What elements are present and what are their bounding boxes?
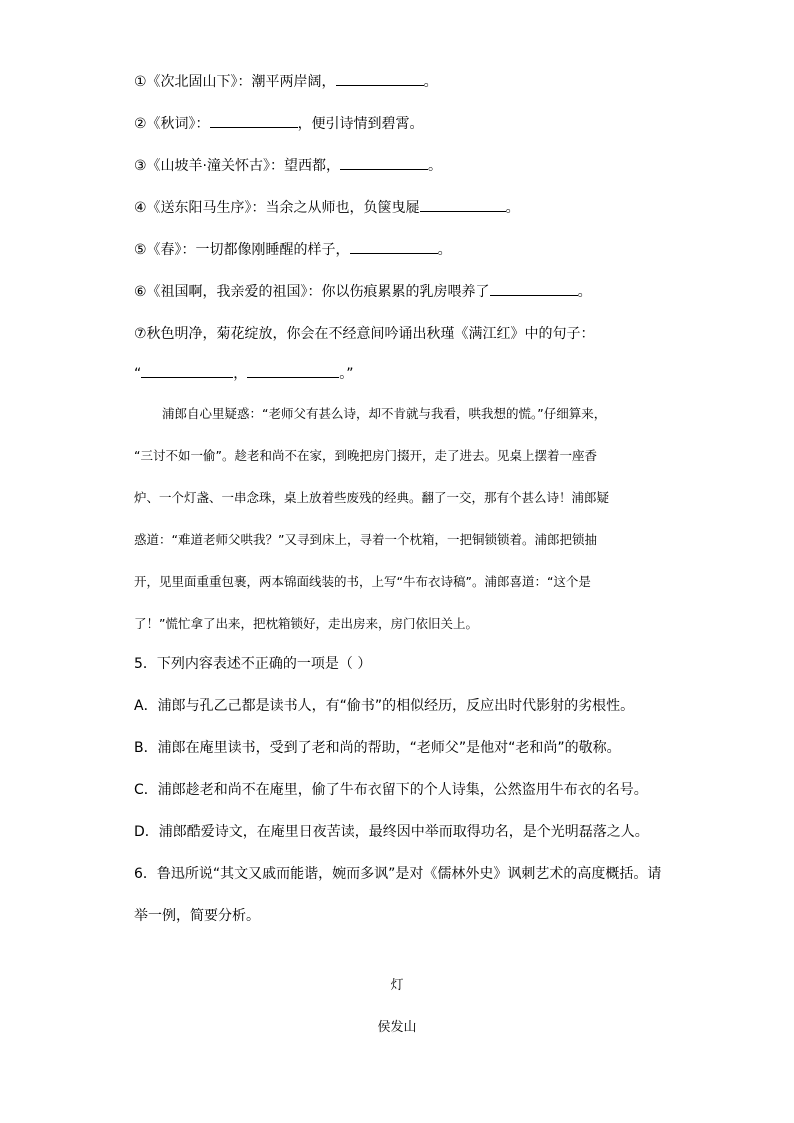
- passage-line: 炉、一个灯盏、一串念珠，桌上放着些废残的经典。翻了一交，那有个甚么诗！浦郎疑: [134, 490, 610, 505]
- option-c[interactable]: C．浦郎趁老和尚不在庵里，偷了牛布衣留下的个人诗集，公然盗用牛布衣的名号。: [134, 782, 648, 798]
- option-a[interactable]: A．浦郎与孔乙己都是读书人，有“偷书”的相似经历，反应出时代影射的劣根性。: [134, 698, 635, 714]
- passage-line: 了！”慌忙拿了出来，把枕箱锁好，走出房来，房门依旧关上。: [134, 616, 478, 631]
- answer-blank[interactable]: [490, 282, 578, 296]
- article-title: 灯: [390, 978, 404, 993]
- answer-blank[interactable]: [340, 156, 428, 170]
- passage-line: 惑道：“难道老师父哄我？”又寻到床上，寻着一个枕箱，一把铜锁锁着。浦郎把锁抽: [134, 532, 597, 547]
- option-d[interactable]: D．浦郎酷爱诗文，在庵里日夜苦读，最终因中举而取得功名，是个光明磊落之人。: [134, 824, 649, 840]
- fill-blank-6: ⑥《祖国啊，我亲爱的祖国》：你以伤痕累累的乳房喂养了 。: [134, 284, 592, 300]
- fill-blank-3: ③《山坡羊·潼关怀古》：望西都， 。: [134, 158, 443, 174]
- article-author: 侯发山: [377, 1020, 417, 1035]
- fill-blank-5: ⑤《春》：一切都像刚睡醒的样子， 。: [134, 242, 452, 258]
- fill-blank-7-answer: “ ， 。”: [134, 366, 354, 382]
- passage-line: “三讨不如一偷”。趁老和尚不在家，到晚把房门掇开，走了进去。见桌上摆着一座香: [134, 448, 597, 463]
- option-b[interactable]: B．浦郎在庵里读书，受到了老和尚的帮助，“老师父”是他对“老和尚”的敬称。: [134, 740, 621, 756]
- answer-blank[interactable]: [210, 114, 298, 128]
- question-6-stem: 6．鲁迅所说“其文又戚而能谐，婉而多讽”是对《儒林外史》讽刺艺术的高度概括。请: [134, 866, 662, 882]
- answer-blank[interactable]: [141, 364, 233, 378]
- fill-blank-4: ④《送东阳马生序》：当余之从师也，负箧曳屣 。: [134, 200, 520, 216]
- answer-blank[interactable]: [350, 240, 438, 254]
- passage-line: 浦郎自心里疑惑：“老师父有甚么诗，却不肯就与我看，哄我想的慌。”仔细算来，: [162, 406, 607, 421]
- answer-blank[interactable]: [336, 72, 424, 86]
- answer-blank[interactable]: [247, 364, 339, 378]
- answer-blank[interactable]: [420, 198, 506, 212]
- question-6-stem-cont: 举一例，简要分析。: [134, 908, 260, 924]
- passage-line: 开，见里面重重包裹，两本锦面线装的书，上写“牛布衣诗稿”。浦郎喜道：“这个是: [134, 574, 591, 589]
- fill-blank-7: ⑦秋色明净，菊花绽放，你会在不经意间吟诵出秋瑾《满江红》中的句子：: [134, 326, 595, 342]
- fill-blank-2: ②《秋词》： ，便引诗情到碧霄。: [134, 116, 424, 132]
- fill-blank-1: ①《次北固山下》：潮平两岸阔， 。: [134, 74, 438, 90]
- question-5-stem: 5．下列内容表述不正确的一项是（ ）: [134, 656, 372, 672]
